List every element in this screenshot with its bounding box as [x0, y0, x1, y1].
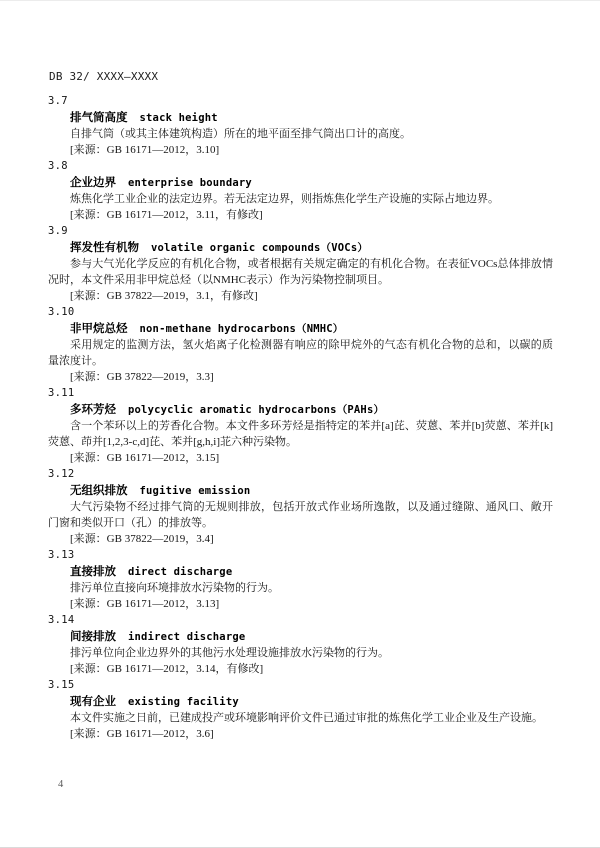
- source-reference: [来源：GB 16171—2012，3.13]: [70, 598, 220, 610]
- section-number: 3.14: [48, 614, 75, 626]
- definition-text: 本文件实施之日前，已建成投产或环境影响评价文件已通过审批的炼焦化学工业企业及生产设施。: [70, 712, 543, 724]
- section-number: 3.12: [48, 468, 75, 480]
- section-number: 3.11: [48, 387, 75, 399]
- section-number: 3.10: [48, 306, 75, 318]
- term-chinese: 现有企业: [70, 696, 116, 708]
- term-chinese: 挥发性有机物: [70, 242, 139, 254]
- source-reference: [来源：GB 16171—2012，3.14，有修改]: [70, 663, 264, 675]
- term-english: polycyclic aromatic hydrocarbons（PAHs）: [128, 404, 385, 416]
- source-reference: [来源：GB 16171—2012，3.15]: [70, 452, 220, 464]
- term-english: volatile organic compounds（VOCs）: [151, 242, 369, 254]
- definition-text: 含一个苯环以上的芳香化合物。本文件多环芳烃是指特定的苯并[a]芘、荧蒽、苯并[b]荧蒽、苯并[k]荧蒽、茚并[1,2,3-c,d]芘、苯并[g,h,i]苝六种污染物。: [48, 420, 553, 448]
- definition-text: 排污单位直接向环境排放水污染物的行为。: [70, 582, 279, 594]
- term-section-3-10: [48, 304, 553, 385]
- section-number: 3.8: [48, 160, 68, 172]
- term-chinese: 非甲烷总烃: [70, 323, 128, 335]
- term-chinese: 无组织排放: [70, 485, 128, 497]
- section-number: 3.7: [48, 95, 68, 107]
- source-reference: [来源：GB 37822—2019，3.4]: [70, 533, 214, 545]
- term-chinese: 间接排放: [70, 631, 116, 643]
- term-chinese: 直接排放: [70, 566, 116, 578]
- term-line: [48, 109, 553, 126]
- definition-text: 自排气筒（或其主体建筑构造）所在的地平面至排气筒出口计的高度。: [70, 128, 411, 140]
- source-reference: [来源：GB 16171—2012，3.6]: [70, 728, 214, 740]
- term-english: non-methane hydrocarbons（NMHC）: [139, 323, 344, 335]
- term-line: [48, 174, 553, 191]
- term-english: enterprise boundary: [128, 177, 252, 189]
- term-section-3-8: [48, 158, 553, 223]
- term-section-3-11: [48, 385, 553, 466]
- definition-text: 采用规定的监测方法，氢火焰离子化检测器有响应的除甲烷外的气态有机化合物的总和，以碳的质量浓度计。: [48, 339, 553, 367]
- source-reference: [来源：GB 16171—2012，3.10]: [70, 144, 220, 156]
- term-chinese: 排气筒高度: [70, 112, 128, 124]
- term-english: existing facility: [128, 696, 239, 708]
- source-reference: [来源：GB 16171—2012，3.11，有修改]: [70, 209, 263, 221]
- term-chinese: 多环芳烃: [70, 404, 116, 416]
- source-reference: [来源：GB 37822—2019，3.3]: [70, 371, 214, 383]
- term-english: stack height: [139, 112, 218, 124]
- term-line: [48, 563, 553, 580]
- document-code-header: DB 32/ XXXX—XXXX: [49, 70, 159, 83]
- term-line: [48, 628, 553, 645]
- term-line: [48, 239, 553, 256]
- page-number: 4: [58, 779, 64, 790]
- definition-text: 炼焦化学工业企业的法定边界。若无法定边界，则指炼焦化学生产设施的实际占地边界。: [70, 193, 499, 205]
- term-section-3-7: [48, 93, 553, 158]
- term-section-3-9: [48, 223, 553, 304]
- term-english: direct discharge: [128, 566, 233, 578]
- term-section-3-13: [48, 547, 553, 612]
- term-english: fugitive emission: [139, 485, 251, 497]
- term-section-3-12: [48, 466, 553, 547]
- source-reference: [来源：GB 37822—2019，3.1，有修改]: [70, 290, 258, 302]
- term-line: [48, 693, 553, 710]
- term-line: [48, 401, 553, 418]
- terms-and-definitions-content: [48, 93, 553, 742]
- standard-document-page: [0, 1, 600, 847]
- section-number: 3.15: [48, 679, 75, 691]
- term-line: [48, 482, 553, 499]
- term-section-3-14: [48, 612, 553, 677]
- section-number: 3.13: [48, 549, 75, 561]
- term-chinese: 企业边界: [70, 177, 116, 189]
- section-number: 3.9: [48, 225, 68, 237]
- definition-text: 大气污染物不经过排气筒的无规则排放，包括开放式作业场所逸散，以及通过缝隙、通风口、敞开门窗和类似开口（孔）的排放等。: [48, 501, 553, 529]
- term-english: indirect discharge: [128, 631, 246, 643]
- term-line: [48, 320, 553, 337]
- definition-text: 参与大气光化学反应的有机化合物，或者根据有关规定确定的有机化合物。在表征VOCs总体排放情况时，本文件采用非甲烷总烃（以NMHC表示）作为污染物控制项目。: [48, 258, 553, 286]
- term-section-3-15: [48, 677, 553, 742]
- definition-text: 排污单位向企业边界外的其他污水处理设施排放水污染物的行为。: [70, 647, 389, 659]
